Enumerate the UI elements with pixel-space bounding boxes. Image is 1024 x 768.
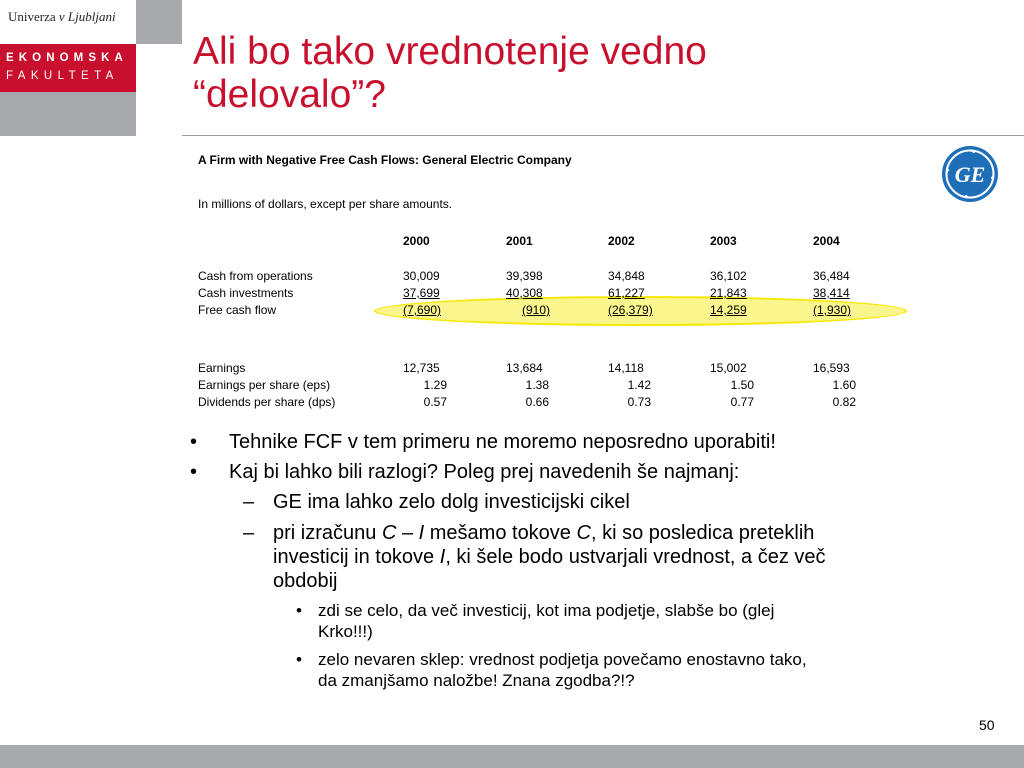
year-header: 2003: [710, 234, 737, 248]
slide-title: [193, 30, 993, 116]
bullet-marker: •: [296, 601, 302, 620]
year-header: 2001: [506, 234, 533, 248]
bullet-marker: •: [190, 461, 198, 483]
faculty-logo: [0, 44, 136, 92]
table-cell: 1.50: [730, 378, 754, 392]
footer-bar: [0, 745, 1024, 768]
table-cell: 0.82: [832, 395, 856, 409]
title-divider: [182, 135, 1024, 136]
table-cell: (910): [521, 303, 550, 317]
ge-logo-icon: [941, 145, 999, 203]
row-label: Free cash flow: [198, 303, 277, 317]
slide-title-line1: Ali bo tako vrednotenje vedno: [193, 30, 707, 73]
top-gray-block: [136, 0, 182, 44]
bullet-2: Kaj bi lahko bili razlogi? Poleg prej navedenih še najmanj:: [229, 461, 740, 483]
year-header: 2000: [403, 234, 430, 248]
table-cell: 0.66: [525, 395, 549, 409]
row-label: Earnings: [198, 361, 246, 375]
table-cell: 13,684: [506, 361, 543, 375]
table-cell: (7,690): [403, 303, 442, 317]
bullet-marker: •: [296, 650, 302, 669]
sub-bullet-2-line3: obdobij: [273, 570, 338, 592]
sub-bullet-2-line2: investicij in tokove I, ki šele bodo ustvarjali vrednost, a čez več: [273, 546, 826, 568]
table-cell: 40,308: [506, 286, 543, 300]
faculty-name-line2: FAKULTETA: [6, 70, 119, 82]
bullet-1: Tehnike FCF v tem primeru ne moremo neposredno uporabiti!: [229, 431, 776, 453]
table-cell: 16,593: [813, 361, 850, 375]
sub-sub-bullet-1-line1: zdi se celo, da več investicij, kot ima podjetje, slabše bo (glej: [318, 601, 775, 620]
page-number: 50: [979, 717, 995, 733]
table-cell: 1.38: [525, 378, 549, 392]
sub-bullet-1: GE ima lahko zelo dolg investicijski cikel: [273, 491, 630, 513]
table-cell: 1.60: [832, 378, 856, 392]
sub-sub-bullet-2-line2: da zmanjšamo naložbe! Znana zgodba?!?: [318, 671, 635, 690]
sub-sub-bullet-1-line2: Krko!!!): [318, 622, 373, 641]
table-title: A Firm with Negative Free Cash Flows: General Electric Company: [198, 153, 572, 167]
university-header: [0, 0, 136, 44]
table-cell: 15,002: [710, 361, 747, 375]
table-cell: 1.42: [627, 378, 651, 392]
row-label: Cash investments: [198, 286, 294, 300]
year-header: 2002: [608, 234, 635, 248]
table-cell: 37,699: [403, 286, 440, 300]
table-cell: 30,009: [403, 269, 440, 283]
table-cell: 34,848: [608, 269, 645, 283]
ge-logo-text: GE: [954, 162, 986, 187]
table-cell: 38,414: [813, 286, 850, 300]
row-label: Dividends per share (dps): [198, 395, 336, 409]
bullet-marker: •: [190, 431, 198, 453]
row-label: Earnings per share (eps): [198, 378, 331, 392]
faculty-name-line1: EKONOMSKA: [6, 52, 128, 64]
table-cell: 14,118: [608, 361, 644, 375]
sub-bullet-2-line1: pri izračunu C – I mešamo tokove C, ki so posledica preteklih: [273, 522, 815, 544]
dash-marker: –: [243, 491, 255, 513]
table-cell: 1.29: [423, 378, 447, 392]
table-cell: 0.77: [730, 395, 754, 409]
table-subtitle: In millions of dollars, except per share amounts.: [198, 197, 453, 211]
slide-title-line2: “delovalo”?: [193, 73, 386, 116]
table-cell: (26,379): [608, 303, 653, 317]
table-cell: 61,227: [608, 286, 645, 300]
table-cell: 14,259: [710, 303, 747, 317]
left-gray-block: [0, 92, 136, 136]
row-label: Cash from operations: [198, 269, 313, 283]
table-cell: 0.57: [423, 395, 447, 409]
university-name: Univerza v Ljubljani: [8, 9, 116, 24]
table-cell: (1,930): [813, 303, 852, 317]
table-cell: 12,735: [403, 361, 440, 375]
table-cell: 0.73: [627, 395, 651, 409]
sub-sub-bullet-2-line1: zelo nevaren sklep: vrednost podjetja povečamo enostavno tako,: [318, 650, 807, 669]
year-header: 2004: [813, 234, 840, 248]
table-cell: 39,398: [506, 269, 543, 283]
dash-marker: –: [243, 522, 255, 544]
table-cell: 36,484: [813, 269, 850, 283]
table-cell: 21,843: [710, 286, 747, 300]
table-cell: 36,102: [710, 269, 747, 283]
